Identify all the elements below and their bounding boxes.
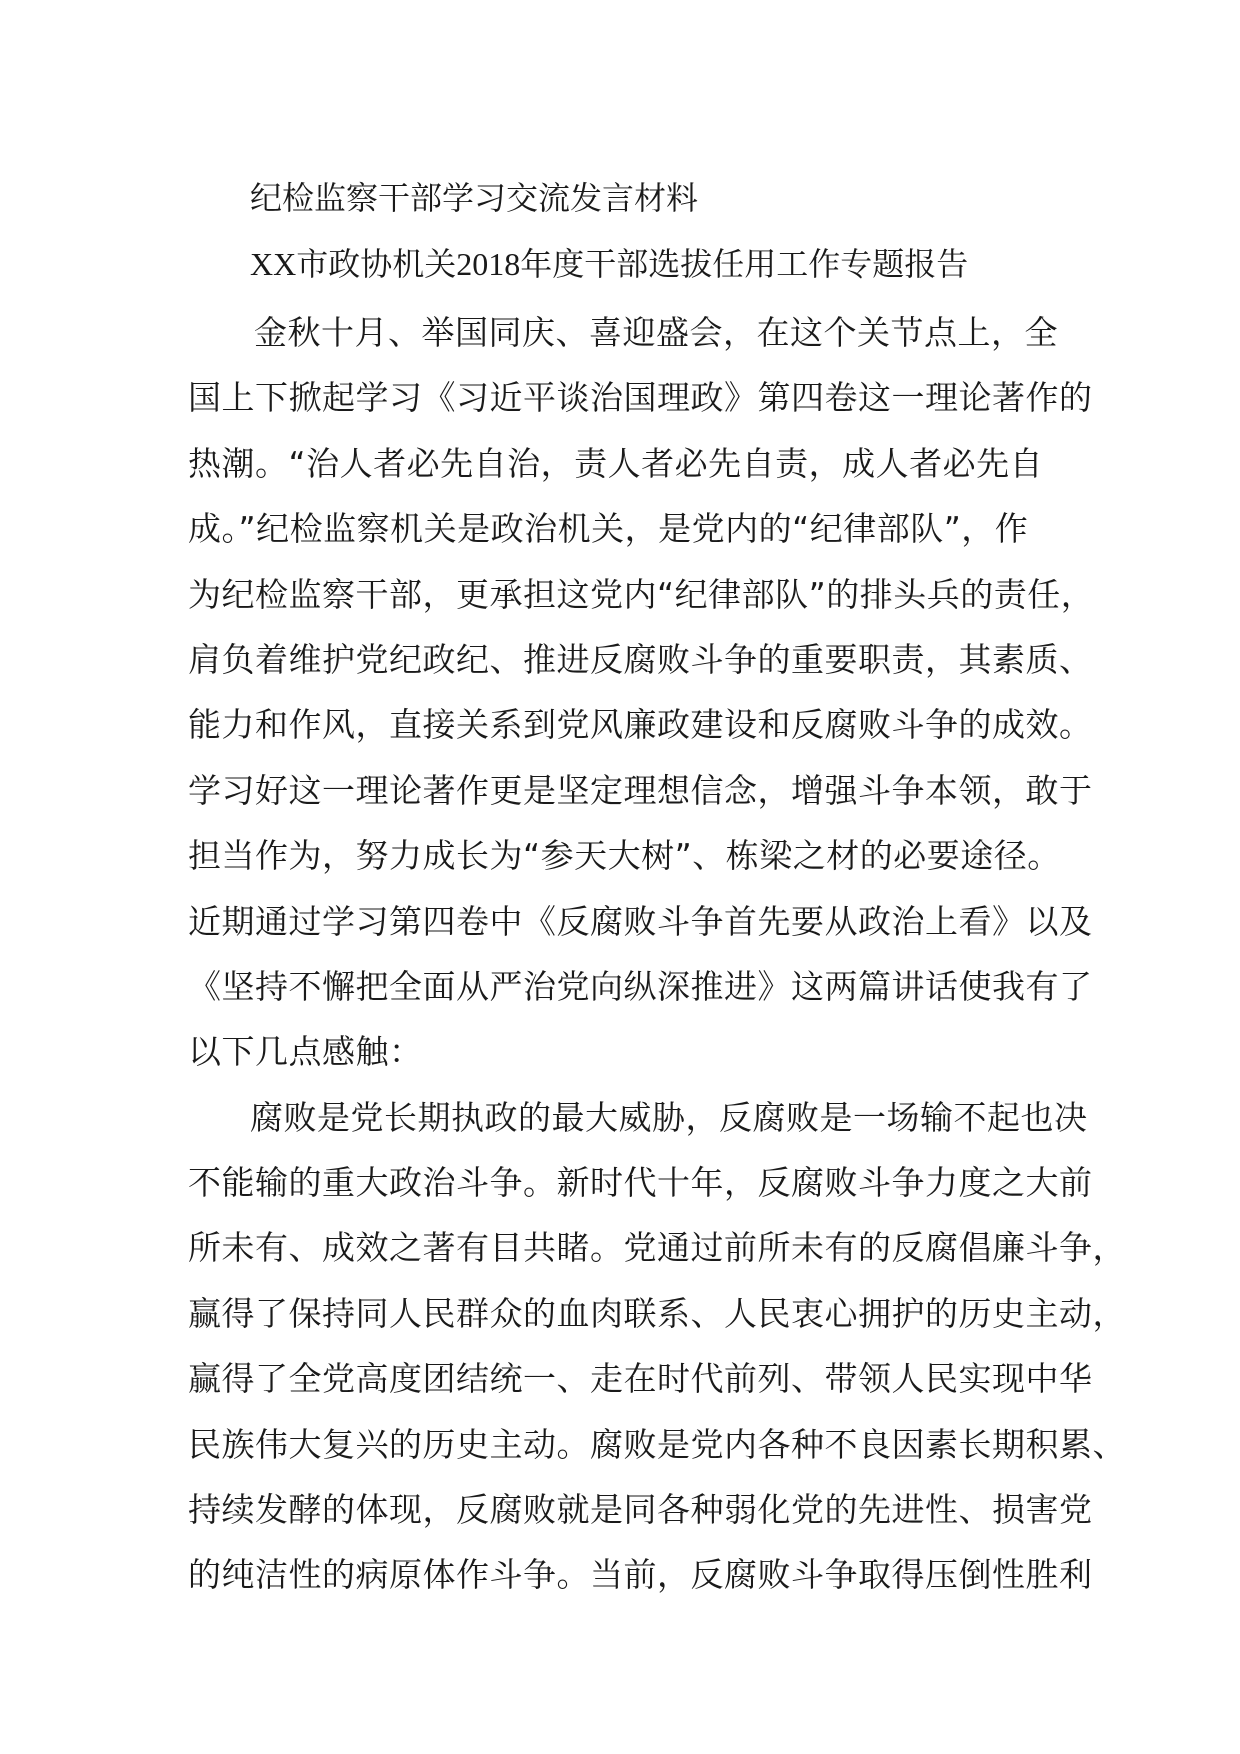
document-title: 纪检监察干部学习交流发言材料 (250, 179, 699, 217)
text-line: 肩负着维护党纪政纪、推进反腐败斗争的重要职责，其素质、 (188, 639, 1093, 679)
text-line: 赢得了保持同人民群众的血肉联系、人民衷心拥护的历史主动， (188, 1293, 1126, 1333)
document-body (188, 300, 1126, 1608)
text-line: 的纯洁性的病原体作斗争。当前，反腐败斗争取得压倒性胜利 (188, 1555, 1093, 1595)
text-line: 持续发酵的体现，反腐败就是同各种弱化党的先进性、损害党 (188, 1490, 1093, 1530)
text-line: 学习好这一理论著作更是坚定理想信念，增强斗争本领，敢于 (188, 770, 1093, 810)
text-line: 成。”纪检监察机关是政治机关，是党内的“纪律部队”，作 (188, 509, 1029, 549)
text-line: 所未有、成效之著有目共睹。党通过前所未有的反腐倡廉斗争， (188, 1228, 1126, 1268)
text-line: 为纪检监察干部，更承担这党内“纪律部队”的排头兵的责任， (188, 574, 1095, 614)
text-line: 热潮。“治人者必先自治，责人者必先自责，成人者必先自 (188, 443, 1044, 483)
text-line: 民族伟大复兴的历史主动。腐败是党内各种不良因素长期积累、 (188, 1424, 1126, 1464)
text-line: 赢得了全党高度团结统一、走在时代前列、带领人民实现中华 (188, 1359, 1093, 1399)
text-line: 担当作为，努力成长为“参天大树”、栋梁之材的必要途径。 (188, 836, 1061, 876)
document-subtitle: XX市政协机关2018年度干部选拔任用工作专题报告 (250, 246, 969, 282)
text-line: 能力和作风，直接关系到党风廉政建设和反腐败斗争的成效。 (188, 705, 1093, 745)
text-line: 以下几点感触： (188, 1032, 423, 1072)
text-line: 金秋十月、举国同庆、喜迎盛会，在这个关节点上，全 (254, 313, 1058, 352)
text-line: 近期通过学习第四卷中《反腐败斗争首先要从政治上看》以及 (188, 901, 1093, 941)
text-line: 国上下掀起学习《习近平谈治国理政》第四卷这一理论著作的 (188, 378, 1093, 418)
text-line: 腐败是党长期执政的最大威胁，反腐败是一场输不起也决 (250, 1097, 1088, 1137)
text-line: 不能输的重大政治斗争。新时代十年，反腐败斗争力度之大前 (188, 1163, 1093, 1203)
text-line: 《坚持不懈把全面从严治党向纵深推进》这两篇讲话使我有了 (188, 966, 1093, 1006)
